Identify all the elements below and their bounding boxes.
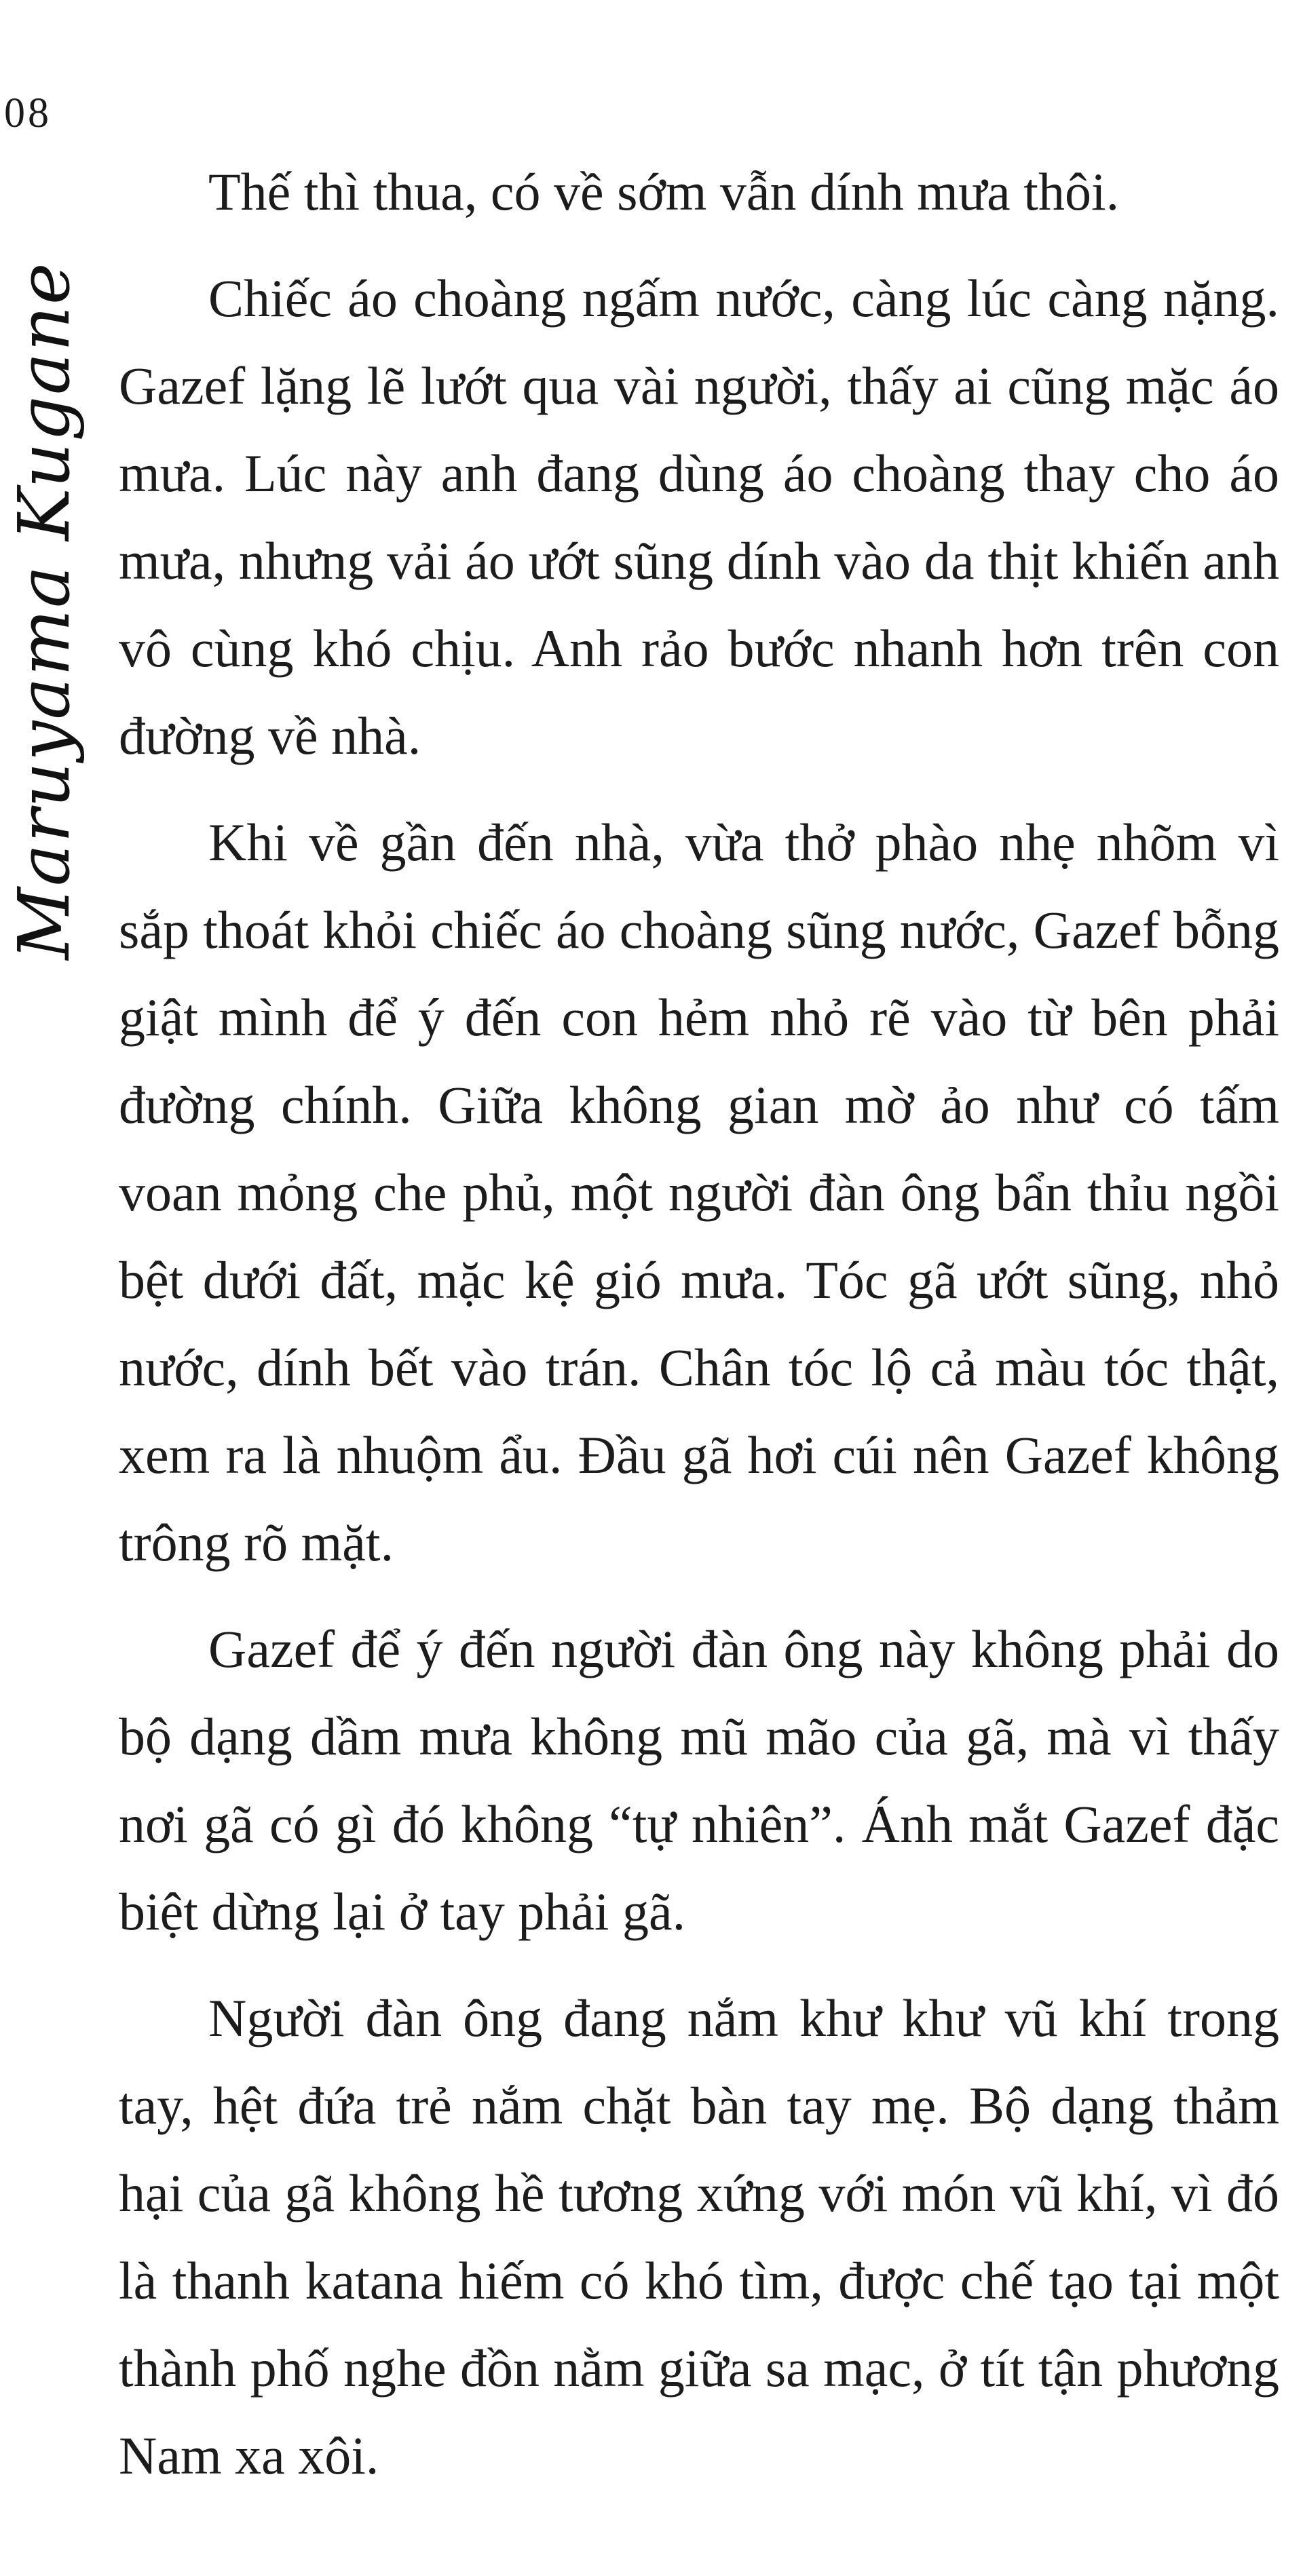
paragraph-1: Thế thì thua, có về sớm vẫn dính mưa thôi. (208, 162, 1120, 221)
running-head (0, 251, 88, 970)
paragraph-5: Người đàn ông đang nắm khư khư vũ khí trong tay, hệt đứa trẻ nắm chặt bàn tay mẹ. Bộ dạng thảm hại của gã không hề tương xứng với món vũ khí, vì đó là thanh katana hiếm có khó tìm, được chế tạo tại một thành phố nghe đồn nằm giữa sa mạc, ở tít tận phương Nam xa xôi. (119, 1988, 1279, 2485)
paragraph-4: Gazef để ý đến người đàn ông này không phải do bộ dạng dầm mưa không mũ mão của gã, mà vì thấy nơi gã có gì đó không “tự nhiên”. Ánh mắt Gazef đặc biệt dừng lại ở tay phải gã. (119, 1619, 1279, 1941)
body-text (119, 148, 1279, 2518)
page-number: 08 (4, 90, 52, 136)
paragraph-3: Khi về gần đến nhà, vừa thở phào nhẹ nhõm vì sắp thoát khỏi chiếc áo choàng sũng nước, Gazef bỗng giật mình để ý đến con hẻm nhỏ rẽ vào từ bên phải đường chính. Giữa không gian mờ ảo như có tấm voan mỏng che phủ, một người đàn ông bẩn thỉu ngồi bệt dưới đất, mặc kệ gió mưa. Tóc gã ướt sũng, nhỏ nước, dính bết vào trán. Chân tóc lộ cả màu tóc thật, xem ra là nhuộm ẩu. Đầu gã hơi cúi nên Gazef không trông rõ mặt. (119, 813, 1279, 1572)
running-head-author: Maruyama Kugane (3, 261, 86, 960)
paragraph-2: Chiếc áo choàng ngấm nước, càng lúc càng nặng. Gazef lặng lẽ lướt qua vài người, thấy ai cũng mặc áo mưa. Lúc này anh đang dùng áo choàng thay cho áo mưa, nhưng vải áo ướt sũng dính vào da thịt khiến anh vô cùng khó chịu. Anh rảo bước nhanh hơn trên con đường về nhà. (119, 269, 1279, 765)
